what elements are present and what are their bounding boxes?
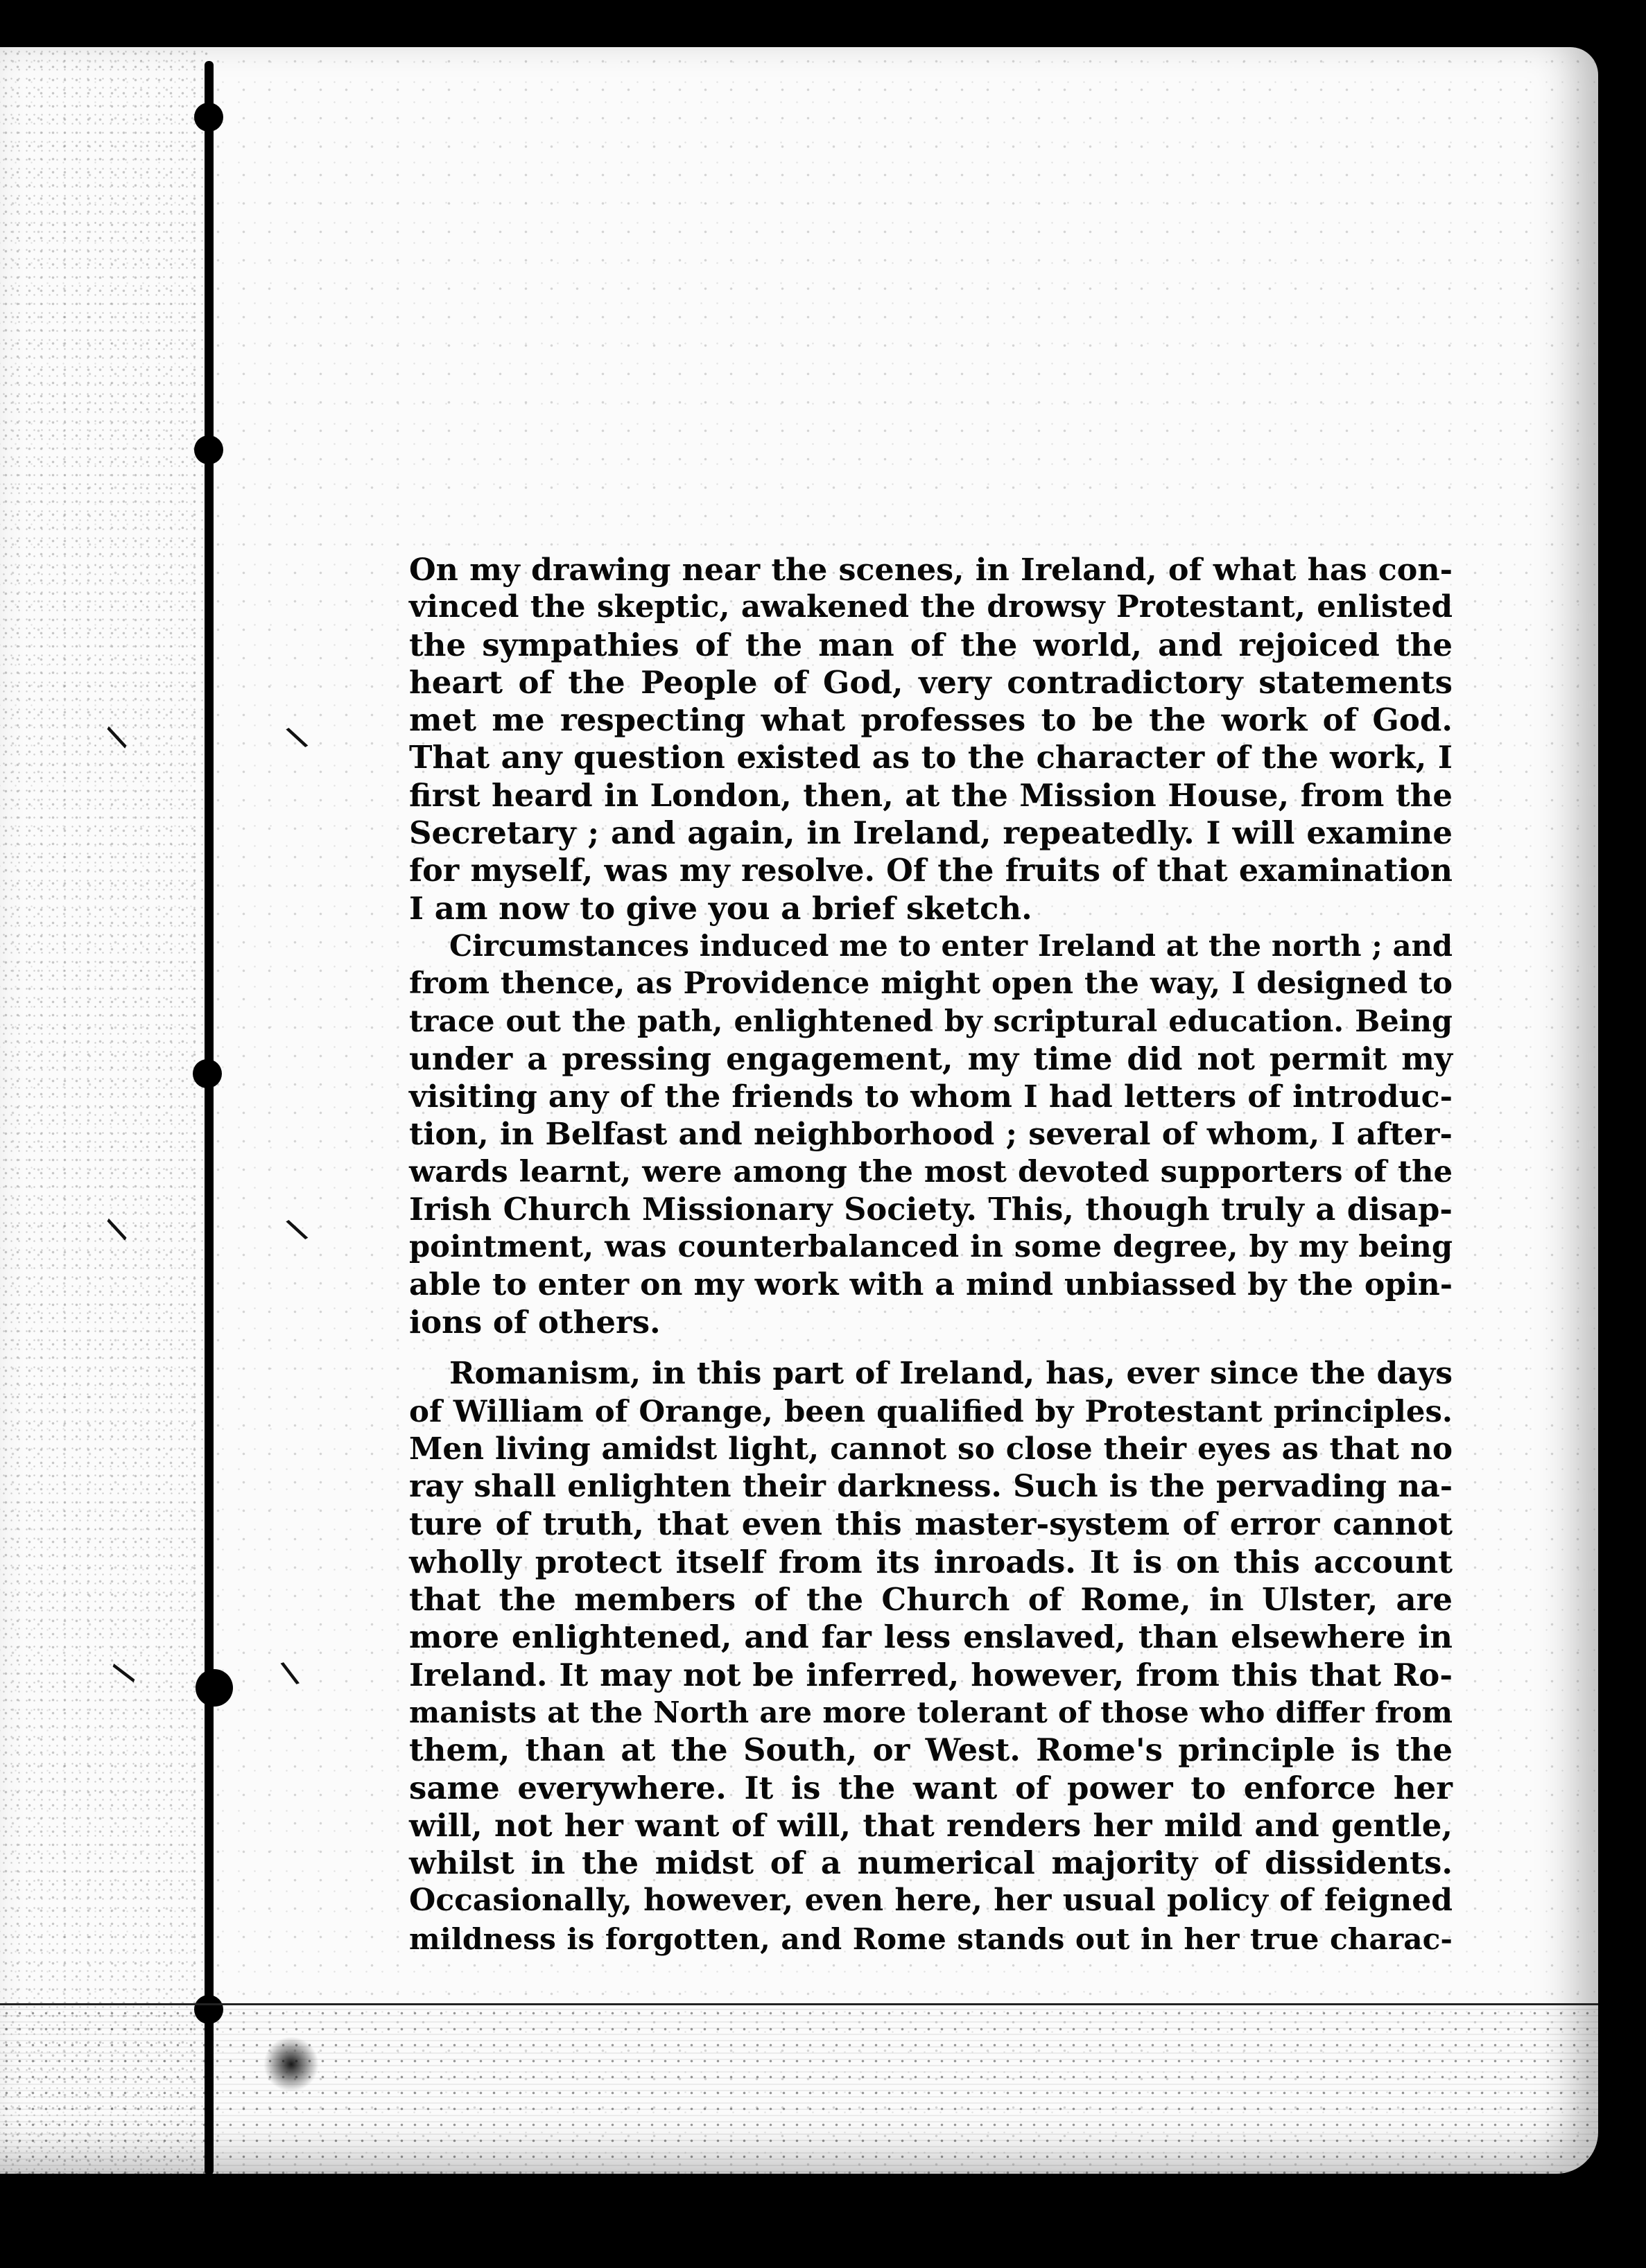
text-line: vinced the skeptic, awakened the drowsy Protestant, enlisted <box>409 589 1453 625</box>
text-line: of William of Orange, been qualified by Protestant principles. <box>409 1393 1453 1429</box>
text-line: I am now to give you a brief sketch. <box>409 889 1032 927</box>
gutter-blot <box>194 435 223 464</box>
text-line: manists at the North are more tolerant of those who differ from <box>409 1695 1453 1729</box>
text-line: That any question existed as to the character of the work, I <box>409 739 1453 776</box>
binding-gutter <box>205 61 214 2174</box>
gutter-blot <box>194 103 223 132</box>
text-line: Occasionally, however, even here, her usual policy of feigned <box>409 1883 1453 1919</box>
text-line: On my drawing near the scenes, in Ireland, of what has con- <box>409 552 1453 588</box>
text-line: from thence, as Providence might open the way, I designed to <box>409 966 1453 1002</box>
text-line: them, than at the South, or West. Rome's principle is the <box>409 1731 1453 1769</box>
text-line: wards learnt, were among the most devoted supporters of the <box>409 1153 1453 1189</box>
text-line: heart of the People of God, very contradictory statements <box>409 663 1453 701</box>
text-line: ture of truth, that even this master-system of error cannot <box>409 1506 1453 1543</box>
text-line: same everywhere. It is the want of power to enforce her <box>409 1769 1453 1806</box>
text-line: Men living amidst light, cannot so close their eyes as that no <box>409 1431 1453 1467</box>
text-line: that the members of the Church of Rome, in Ulster, are <box>409 1581 1453 1619</box>
text-line: met me respecting what professes to be the work of God. <box>409 701 1453 739</box>
text-line: under a pressing engagement, my time did not permit my <box>409 1040 1453 1077</box>
stray-mark: / <box>98 1215 135 1244</box>
text-line: able to enter on my work with a mind unbiassed by the opin- <box>409 1266 1453 1302</box>
text-line: will, not her want of will, that renders her mild and gentle, <box>409 1806 1453 1844</box>
text-line: first heard in London, then, at the Mission House, from the <box>409 776 1453 814</box>
paragraph-3 <box>409 1355 1453 1957</box>
stray-mark: \ <box>283 719 311 756</box>
paragraph-2 <box>409 927 1453 1341</box>
text-line: pointment, was counterbalanced in some degree, by my being <box>409 1229 1453 1265</box>
text-line: ray shall enlighten their darkness. Such is the pervading na- <box>409 1469 1453 1505</box>
text-line: tion, in Belfast and neighborhood ; several of whom, I after- <box>409 1116 1453 1153</box>
text-line: for myself, was my resolve. Of the fruits of that examination <box>409 853 1453 889</box>
text-line: Ireland. It may not be inferred, however, from this that Ro- <box>409 1656 1453 1693</box>
body-text <box>409 551 1453 1957</box>
facing-page-edge <box>0 47 208 2174</box>
text-line: the sympathies of the man of the world, and rejoiced the <box>409 626 1453 663</box>
gutter-blot <box>196 1669 233 1707</box>
text-line: trace out the path, enlightened by scriptural education. Being <box>409 1004 1453 1039</box>
text-line: Irish Church Missionary Society. This, though truly a disap- <box>409 1191 1453 1228</box>
text-line: more enlightened, and far less enslaved, than elsewhere in <box>409 1619 1453 1656</box>
book-page <box>0 47 1598 2174</box>
text-line: wholly protect itself from its inroads. It is on this account <box>409 1543 1453 1580</box>
stray-mark: \ <box>283 1211 311 1248</box>
scan-noise-band <box>0 2005 1598 2174</box>
paragraph-1 <box>409 551 1453 927</box>
stray-mark: \ <box>278 1654 302 1692</box>
text-line: ions of others. <box>409 1303 661 1341</box>
text-line: Circumstances induced me to enter Ireland at the north ; and <box>449 928 1453 963</box>
text-line: Romanism, in this part of Ireland, has, ever since the days <box>449 1356 1453 1392</box>
text-line: mildness is forgotten, and Rome stands out in her true charac- <box>409 1921 1453 1956</box>
stray-mark: / <box>105 1661 142 1684</box>
ink-smudge <box>263 2036 319 2092</box>
stray-mark: / <box>98 723 135 751</box>
text-line: whilst in the midst of a numerical majority of dissidents. <box>409 1844 1453 1882</box>
text-line: visiting any of the friends to whom I had letters of introduc- <box>409 1079 1453 1115</box>
text-line: Secretary ; and again, in Ireland, repeatedly. I will examine <box>409 814 1453 852</box>
gutter-blot <box>193 1059 222 1088</box>
